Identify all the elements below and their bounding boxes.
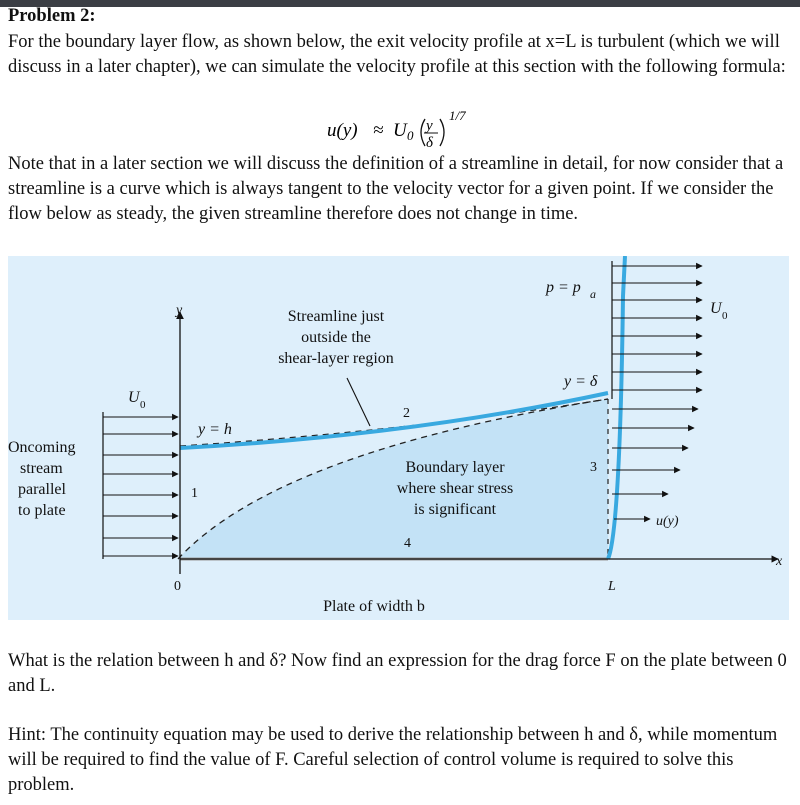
point-2: 2 — [403, 406, 410, 421]
boundary-layer-region — [178, 399, 608, 559]
formula-den: δ — [426, 135, 433, 151]
velocity-formula — [0, 104, 800, 152]
formula-num: y — [426, 118, 433, 134]
point-4: 4 — [404, 536, 411, 551]
boundary-label-1: Boundary layer — [405, 459, 505, 476]
formula-U: U — [393, 120, 407, 141]
x-axis-label: x — [776, 554, 783, 569]
exit-velocity-profile — [608, 256, 625, 559]
formula-exp: 1/7 — [449, 108, 466, 123]
inlet-velocity-arrows — [103, 412, 178, 559]
oncoming-3: parallel — [18, 481, 66, 498]
y-eq-delta-label: y = δ — [564, 373, 598, 390]
oncoming-4: to plate — [18, 502, 66, 519]
plate-label: Plate of width b — [323, 598, 425, 615]
boundary-label-3: is significant — [413, 501, 497, 518]
streamline-label-1: Streamline just — [287, 308, 385, 325]
problem-title: Problem 2: — [8, 6, 96, 26]
hint-paragraph: Hint: The continuity equation may be used to derive the relationship between h and δ, while momentum will be required to find the value of F. Careful selection of control volume is required to solve this problem. — [8, 725, 778, 795]
L-label: L — [608, 579, 616, 594]
u-of-y-label: u(y) — [656, 514, 679, 529]
origin-label: 0 — [174, 579, 181, 594]
streamline-label-2: outside the — [301, 329, 371, 346]
note-paragraph: Note that in a later section we will discuss the definition of a streamline in detail, for now consider that a streamline is a curve which is always tangent to the velocity vector for a given point. If we consider the flow below as steady, the given streamline therefore does not change in time. — [8, 154, 784, 224]
y-axis-label: y — [176, 303, 183, 318]
U0-right-label: U — [710, 300, 722, 317]
pressure-label: p = p — [546, 279, 581, 296]
question-paragraph: What is the relation between h and δ? Now find an expression for the drag force F on the plate between 0 and L. — [8, 651, 787, 696]
U0-left-label: U — [128, 389, 140, 406]
oncoming-2: stream — [20, 460, 63, 477]
streamline-label-3: shear-layer region — [278, 350, 394, 367]
boundary-label-2: where shear stress — [396, 480, 514, 497]
figure-svg — [8, 256, 789, 620]
boundary-layer-figure — [8, 256, 789, 620]
U0-right-sub: 0 — [722, 310, 728, 322]
U0-left-sub: 0 — [140, 399, 146, 411]
point-3: 3 — [590, 460, 597, 475]
point-1: 1 — [191, 486, 198, 501]
formula-lhs: u(y) — [327, 120, 358, 141]
y-eq-h-label: y = h — [198, 421, 232, 438]
formula-approx: ≈ — [373, 120, 384, 141]
exit-velocity-arrows — [612, 261, 702, 519]
streamline-leader — [347, 378, 370, 426]
formula-svg — [0, 104, 800, 152]
problem-intro: For the boundary layer flow, as shown below, the exit velocity profile at x=L is turbulent (which we will discuss in a later chapter), we can simulate the velocity profile at this section with the following formula: — [8, 32, 786, 77]
pressure-sub: a — [590, 287, 596, 301]
oncoming-1: Oncoming — [8, 439, 76, 456]
formula-U-sub: 0 — [407, 128, 414, 143]
